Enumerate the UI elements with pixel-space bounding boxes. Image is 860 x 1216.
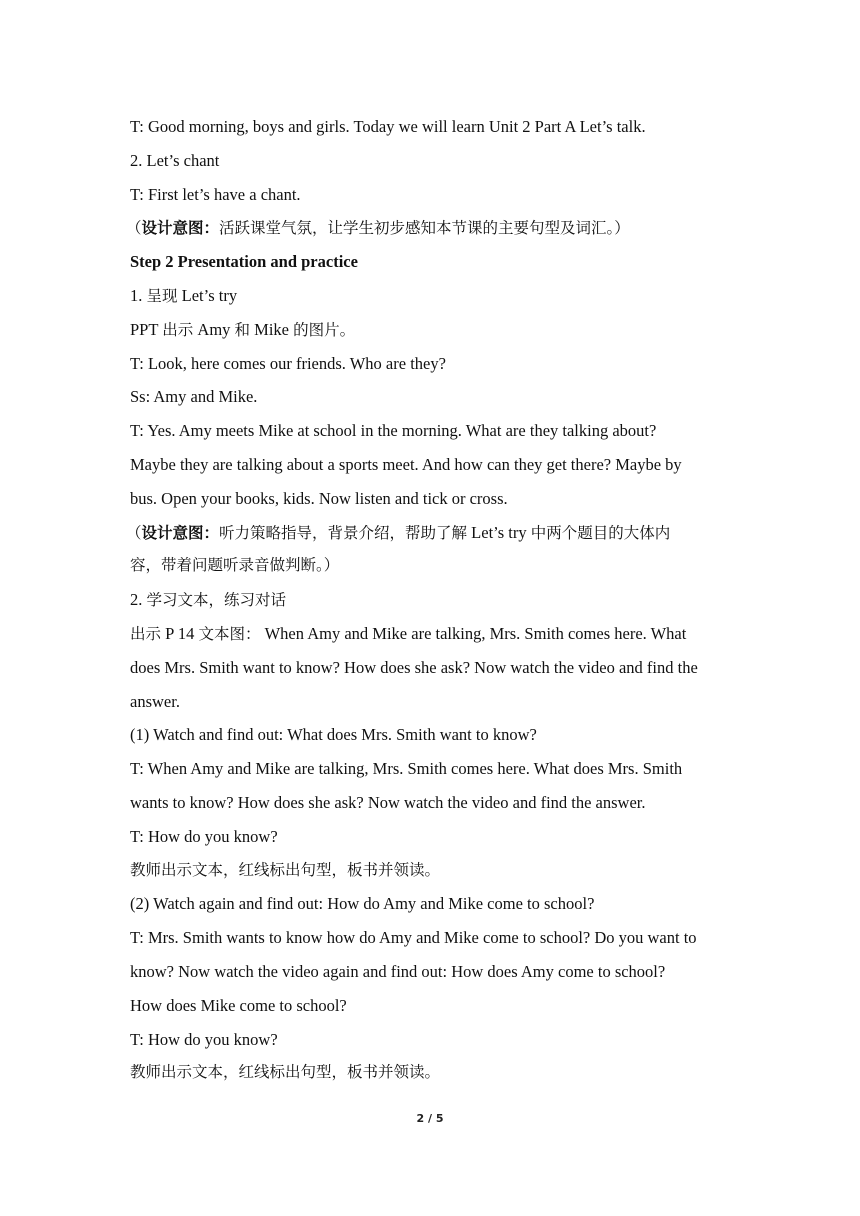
paragraph-line: T: How do you know? <box>130 826 278 846</box>
text-span: 文本图： <box>198 624 261 643</box>
paragraph-line: 容，带着问题听录音做判断。） <box>130 556 340 575</box>
open-paren: （ <box>126 219 142 238</box>
page-number: 2 / 5 <box>416 1112 444 1125</box>
text-span: 和 <box>234 320 251 339</box>
text-span: P 14 <box>161 623 199 643</box>
text-span: 出示 <box>162 320 194 339</box>
paragraph-line: bus. Open your books, kids. Now listen and tick or cross. <box>130 488 508 508</box>
paragraph-line: 2. Let’s chant <box>130 150 220 170</box>
item-number: 2. <box>130 590 147 610</box>
paragraph-line: T: When Amy and Mike are talking, Mrs. Smith comes here. What does Mrs. Smith <box>130 759 683 779</box>
item-en: Let’s try <box>177 285 238 305</box>
paragraph-line: T: How do you know? <box>130 1029 278 1049</box>
item-number: 1. <box>130 285 147 305</box>
paragraph-line <box>130 617 730 651</box>
text-span: 听力策略指导，背景介绍，帮助了解 <box>219 523 468 542</box>
paragraph-line: 教师出示文本，红线标出句型，板书并领读。 <box>130 860 441 879</box>
text-span: 出示 <box>130 624 162 643</box>
paragraph-line: does Mrs. Smith want to know? How does she ask? Now watch the video and find the <box>130 657 698 677</box>
text-span: Let’s try <box>467 522 531 542</box>
text-span: 的图片。 <box>293 320 356 339</box>
text-span: Amy <box>193 319 235 339</box>
text-span: Mike <box>250 319 294 339</box>
paragraph-line <box>130 313 730 347</box>
text-span: PPT <box>130 319 163 339</box>
design-intent-label: 设计意图： <box>141 523 220 542</box>
paragraph-line <box>130 583 730 617</box>
paragraph-line: know? Now watch the video again and find out: How does Amy come to school? <box>130 961 666 981</box>
item-cn: 呈现 <box>146 286 178 305</box>
paragraph-line: T: Good morning, boys and girls. Today we will learn Unit 2 Part A Let’s talk. <box>130 117 646 136</box>
paragraph-line: T: Look, here comes our friends. Who are they? <box>130 353 446 373</box>
document-body <box>126 110 730 1090</box>
text-span: When Amy and Mike are talking, Mrs. Smith comes here. What <box>260 623 687 643</box>
design-intent-label: 设计意图： <box>141 219 220 238</box>
paragraph-line: Maybe they are talking about a sports meet. And how can they get there? Maybe by <box>130 454 682 474</box>
paragraph-line <box>130 279 730 313</box>
text-span: 中两个题目的大体内 <box>530 523 671 542</box>
design-intent-text: 活跃课堂气氛，让学生初步感知本节课的主要句型及词汇。） <box>219 219 630 238</box>
item-cn: 学习文本，练习对话 <box>146 591 287 610</box>
paragraph-line: (2) Watch again and find out: How do Amy and Mike come to school? <box>130 894 595 914</box>
design-intent-line <box>126 516 730 550</box>
open-paren: （ <box>126 523 142 542</box>
paragraph-line: wants to know? How does she ask? Now watch the video and find the answer. <box>130 792 646 812</box>
paragraph-line: T: First let’s have a chant. <box>130 184 301 204</box>
paragraph-line: answer. <box>130 691 180 711</box>
paragraph-line: 教师出示文本，红线标出句型，板书并领读。 <box>130 1063 441 1082</box>
design-intent-line <box>126 211 730 245</box>
paragraph-line: T: Mrs. Smith wants to know how do Amy and Mike come to school? Do you want to <box>130 928 697 948</box>
paragraph-line: How does Mike come to school? <box>130 995 347 1015</box>
section-heading: Step 2 Presentation and practice <box>130 252 358 272</box>
paragraph-line: T: Yes. Amy meets Mike at school in the morning. What are they talking about? <box>130 421 657 441</box>
paragraph-line: (1) Watch and find out: What does Mrs. Smith want to know? <box>130 725 537 745</box>
paragraph-line: Ss: Amy and Mike. <box>130 387 258 407</box>
